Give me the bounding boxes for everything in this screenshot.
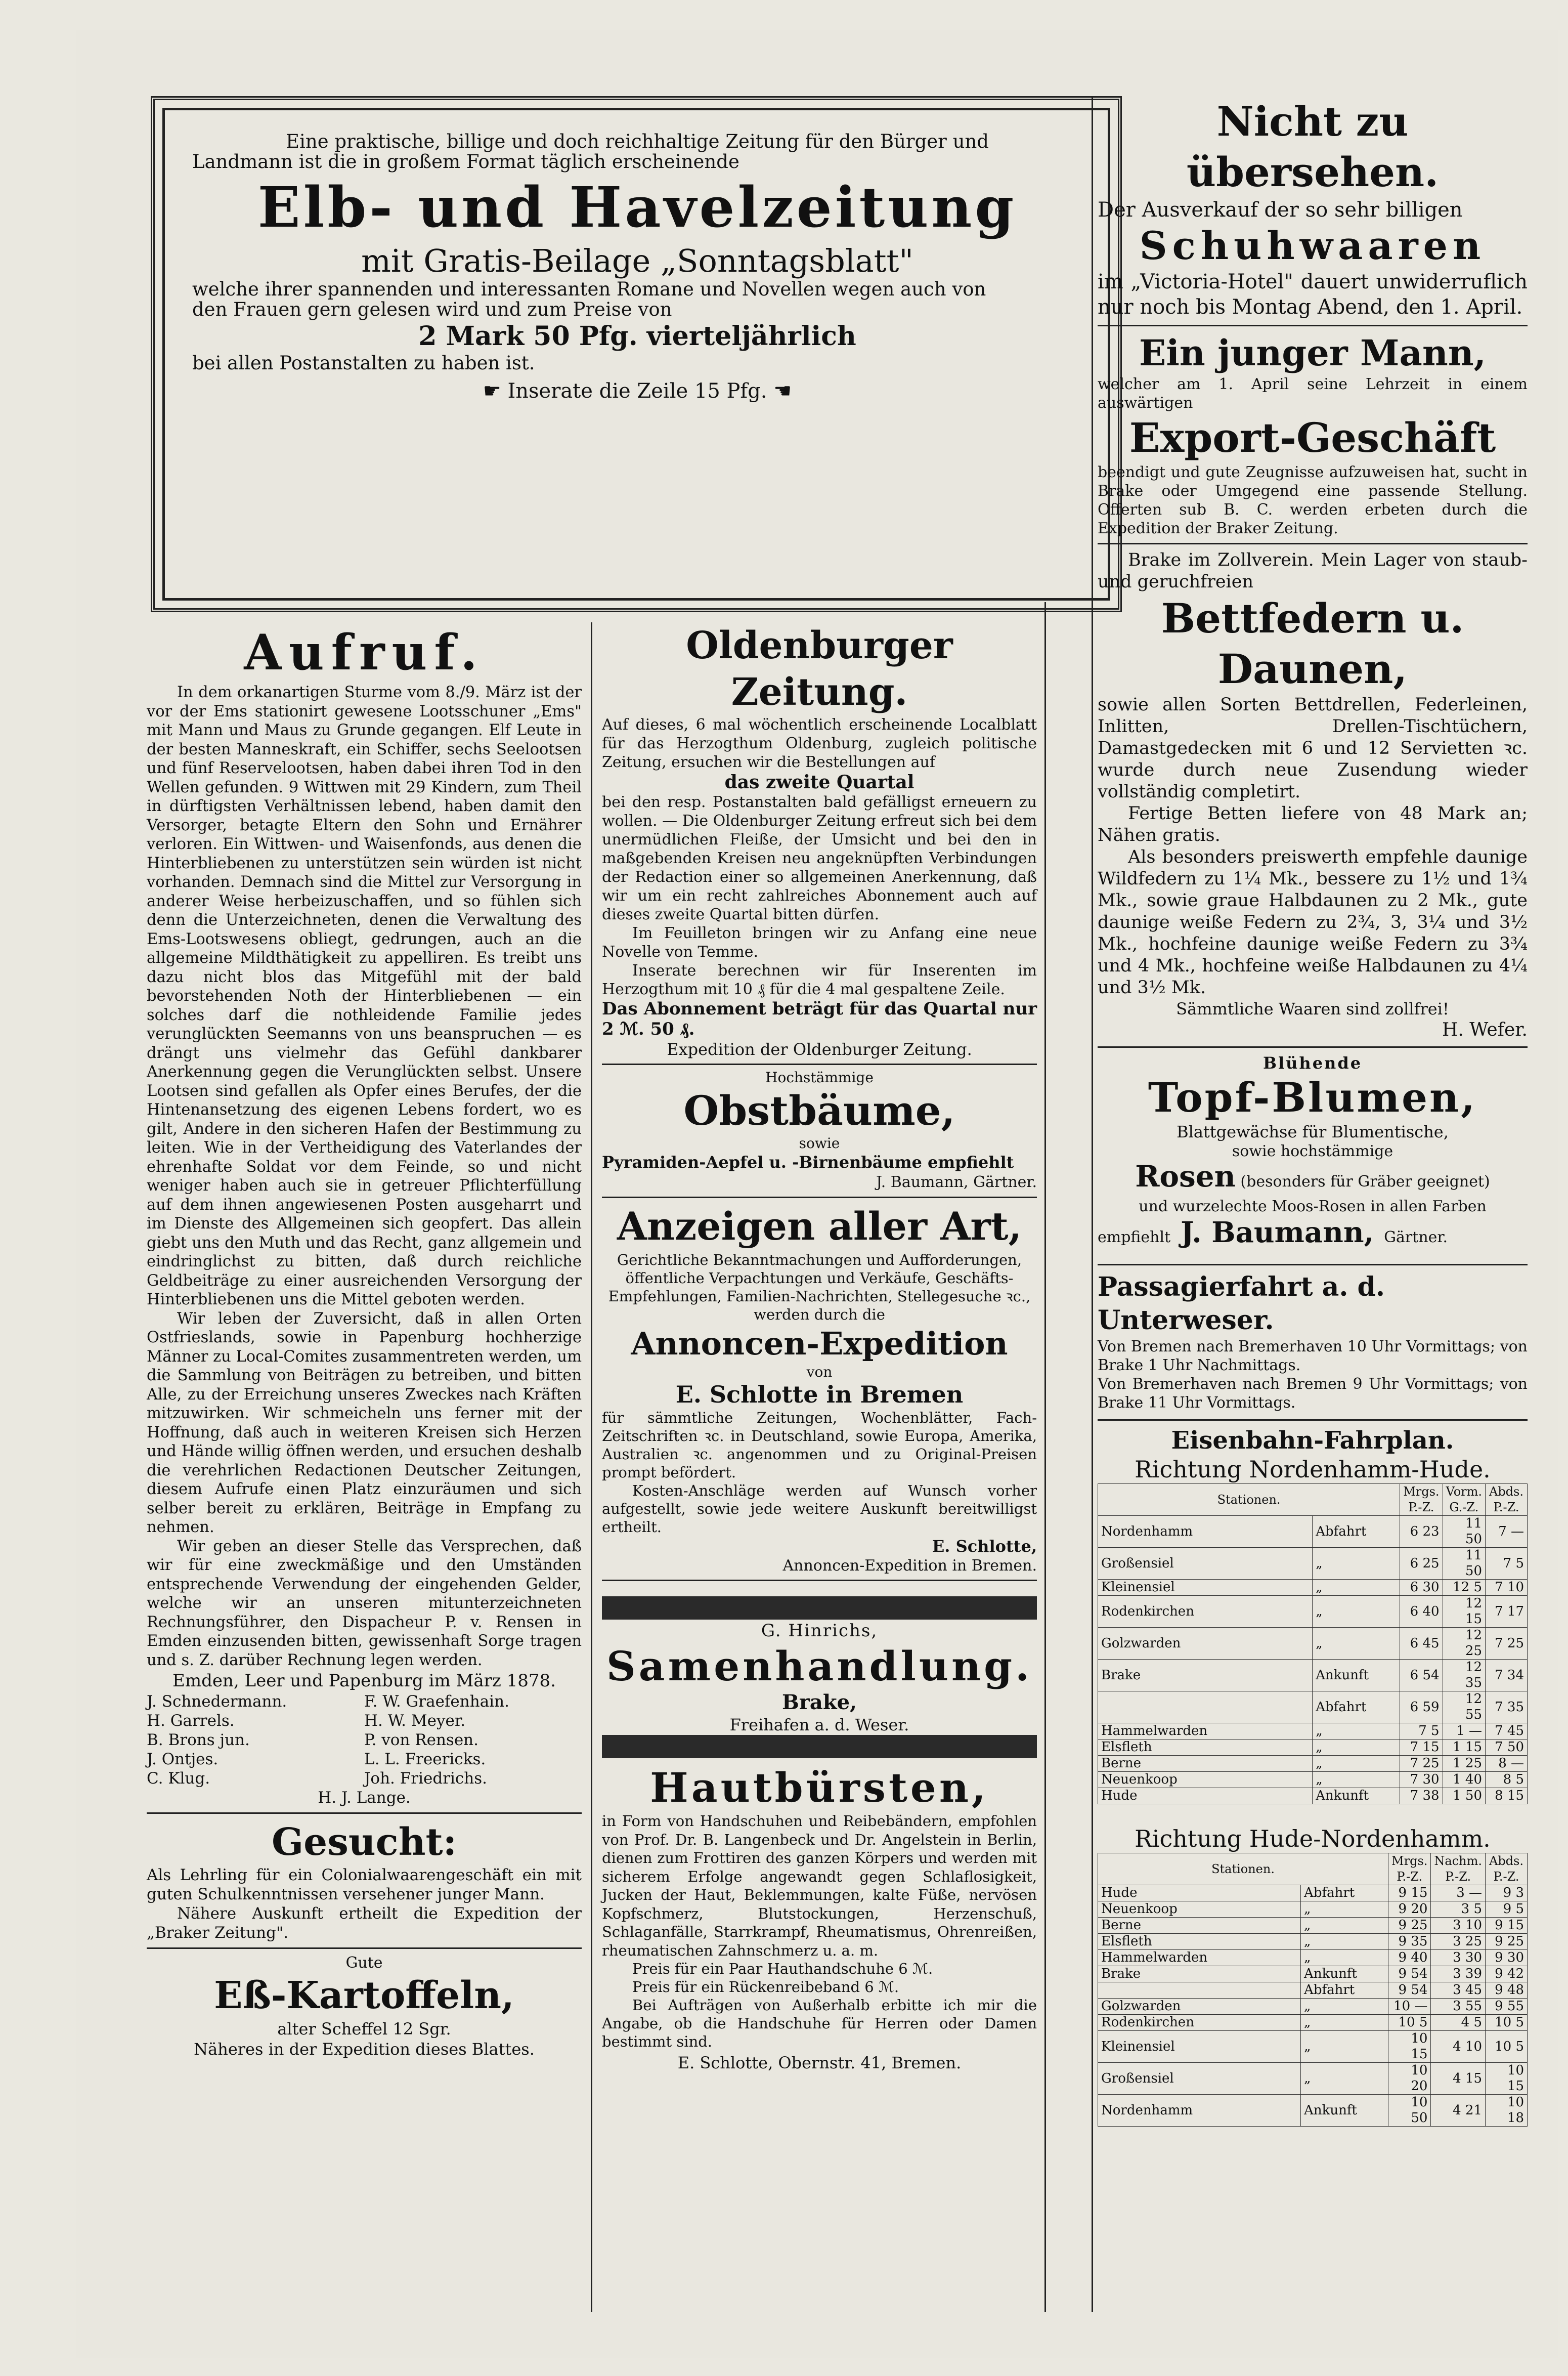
time-cell: 10 50	[1388, 2095, 1431, 2127]
column-header: Nachm. P.-Z.	[1431, 1853, 1486, 1885]
pointing-hand-left-icon: ☚	[773, 379, 792, 403]
aufruf-signers-left	[147, 1692, 364, 1788]
aufruf-body: In dem orkanartigen Sturme vom 8./9. März ist der vor der Ems stationirt gewesene Lootsschuner „Ems" mit Mann und Maus zu Grunde gegangen. Elf Leute in der besten Manneskraft, ein Schiffer, sechs Seelootsen und fünf Reservelootsen, haben dabei ihren Tod in den Wellen gefunden. 9 Wittwen mit 29 Kindern, zum Theil in dürftigsten Verhältnissen lebend, haben damit den Versorger, betagte Eltern den Sohn und Ernährer verloren. Ein Wittwen- und Waisenfonds, aus denen die Hinterbliebenen zu unterstützen sein würden ist nicht vorhanden. Demnach sind die Mittel zur Versorgung in anderer Weise herbeizuschaffen, und so fühlen sich denn die Unterzeichneten, denen die Verwaltung des Ems-Lootswesens obliegt, gedrungen, auch an die allgemeine Mildthätigkeit zu appelliren. Es treibt uns dazu nicht blos das Mitgefühl mit der bald bevorstehenden Noth der Hinterbliebenen — ein solches darf die nothleidende Familie jedes verunglückten Seemanns von uns beanspruchen — es drängt uns vielmehr das Gefühl dankbarer Anerkennung gegen die Verunglückten selbst. Unsere Lootsen sind gefallen als Opfer eines Berufes, der die Hintenansetzung des eigenen Lebens fordert, wo es gilt, Andere in den sicheren Hafen der Bestimmung zu leiten. Wie in der Vertheidigung des Vaterlandes der ehrenhafte Soldat vor dem Feinde, so und nicht weniger haben auch sie in getreuer Pflichterfüllung auf dem ihnen angewiesenen Posten ausgeharrt und im Dienste des Allgemeinen sich geopfert. Das allein giebt uns den Muth und das Recht, ganz allgemein und eindringlichst zu bitten, daß durch reichliche Geldbeiträge zu einer ausreichenden Versorgung der Hinterbliebenen uns die Mittel geboten werden.	[147, 684, 582, 1308]
blumen-rosen: Rosen	[1135, 1159, 1236, 1194]
table-row	[1098, 2015, 1528, 2031]
time-cell: 9 40	[1388, 1950, 1431, 1966]
time-cell: 7 25	[1486, 1628, 1528, 1660]
time-cell: 12 55	[1443, 1691, 1485, 1723]
time-cell: 10 5	[1388, 2015, 1431, 2031]
table-row	[1098, 1966, 1528, 1982]
blumen-line-2: sowie hochstämmige	[1232, 1142, 1393, 1160]
time-cell: 9 20	[1388, 1901, 1431, 1918]
time-cell: 1 40	[1443, 1772, 1485, 1788]
time-cell: 6 45	[1400, 1628, 1443, 1660]
fahrplan-table-1-body	[1098, 1516, 1528, 1804]
anzeigen-body-2: für sämmtliche Zeitungen, Wochenblätter, Fach-Zeitschriften ꝛc. in Deutschland, sowie Europa, Amerika, Australien ꝛc. angenommen und zu Original-Preisen prompt befördert.	[602, 1409, 1037, 1481]
haut-price-2: Preis für ein Rückenreibeband 6 ℳ.	[632, 1978, 899, 1996]
right-column	[1098, 96, 1528, 2127]
time-cell: 7 10	[1486, 1580, 1528, 1596]
ad-line-2: Landmann ist die in großem Format täglich erscheinende	[192, 151, 739, 173]
fahrplan-dir-1: Richtung Nordenhamm-Hude.	[1135, 1456, 1491, 1483]
passagier-title: Passagierfahrt a. d. Unterweser.	[1098, 1271, 1385, 1336]
blumen-line-1: Blattgewächse für Blumentische,	[1177, 1122, 1449, 1141]
time-cell: 9 48	[1486, 1982, 1528, 1999]
arrival-departure: Abfahrt	[1301, 1885, 1388, 1901]
column-header: Stationen.	[1098, 1484, 1400, 1516]
fahrplan-table-2	[1098, 1853, 1528, 2127]
column-header: Mrgs. P.-Z.	[1400, 1484, 1443, 1516]
time-cell: 3 39	[1431, 1966, 1486, 1982]
signer: F. W. Graefenhain.	[364, 1692, 509, 1711]
kartoffeln-line-1: alter Scheffel 12 Sgr.	[277, 2019, 451, 2039]
table-row	[1098, 1516, 1528, 1548]
anzeigen-title-2: Annoncen-Expedition	[631, 1325, 1008, 1362]
arrival-departure: Abfahrt	[1313, 1516, 1400, 1548]
column-header: Mrgs. P.-Z.	[1388, 1853, 1431, 1885]
samen-addr: Freihafen a. d. Weser.	[729, 1715, 909, 1734]
fahrplan-dir-2: Richtung Hude-Nordenhamm.	[1135, 1825, 1491, 1852]
table-row	[1098, 1580, 1528, 1596]
signer: H. W. Meyer.	[364, 1712, 466, 1730]
time-cell: 7 17	[1486, 1596, 1528, 1628]
oldenburger-sig: Expedition der Oldenburger Zeitung.	[667, 1040, 972, 1059]
betten-line-1: Brake im Zollverein. Mein Lager von staub- und geruchfreien	[1098, 550, 1528, 592]
nicht-title-2: Schuhwaaren	[1139, 223, 1486, 268]
passagier-line-1: Von Bremen nach Bremerhaven 10 Uhr Vormittags; von Brake 1 Uhr Nachmittags.	[1098, 1338, 1528, 1374]
mann-line-1: welcher am 1. April seine Lehrzeit in einem auswärtigen	[1098, 375, 1528, 412]
table-row	[1098, 1934, 1528, 1950]
column-header: Abds. P.-Z.	[1486, 1484, 1528, 1516]
time-cell: 7 35	[1486, 1691, 1528, 1723]
newspaper-page	[76, 30, 1558, 2358]
blumen-pre: Blühende	[1262, 1053, 1363, 1073]
arrival-departure: „	[1301, 2063, 1388, 2095]
time-cell: 7 38	[1400, 1788, 1443, 1804]
station-name: Großensiel	[1098, 2063, 1301, 2095]
aufruf-title: Aufruf.	[244, 624, 485, 681]
time-cell: 3 55	[1431, 1999, 1486, 2015]
time-cell: 7 5	[1486, 1548, 1528, 1580]
station-name: Kleinensiel	[1098, 1580, 1313, 1596]
arrival-departure: „	[1301, 2015, 1388, 2031]
ad-price: 2 Mark 50 Pfg. vierteljährlich	[418, 321, 856, 352]
time-cell: 1 25	[1443, 1756, 1485, 1772]
passagier-line-2: Von Bremerhaven nach Bremen 9 Uhr Vormittags; von Brake 11 Uhr Vormittags.	[1098, 1375, 1528, 1412]
time-cell: 4 5	[1431, 2015, 1486, 2031]
arrival-departure: Abfahrt	[1313, 1691, 1400, 1723]
arrival-departure: „	[1301, 2031, 1388, 2063]
anzeigen-firm: E. Schlotte in Bremen	[675, 1381, 964, 1408]
table-row	[1098, 1999, 1528, 2015]
time-cell: 8 5	[1486, 1772, 1528, 1788]
time-cell: 7 15	[1400, 1739, 1443, 1756]
station-name: Hude	[1098, 1885, 1301, 1901]
oldenburger-body-3: Im Feuilleton bringen wir zu Anfang eine neue Novelle von Temme.	[602, 924, 1037, 961]
mann-title-2: Export-Geschäft	[1129, 414, 1496, 461]
blumen-line-3: und wurzelechte Moos-Rosen in allen Farben	[1139, 1198, 1487, 1215]
divider	[1098, 1419, 1528, 1421]
time-cell: 7 —	[1486, 1516, 1528, 1548]
arrival-departure: „	[1301, 1950, 1388, 1966]
table-row	[1098, 1950, 1528, 1966]
time-cell: 7 34	[1486, 1660, 1528, 1691]
arrival-departure: Ankunft	[1313, 1788, 1400, 1804]
station-name: Rodenkirchen	[1098, 2015, 1301, 2031]
divider	[1098, 543, 1528, 544]
station-name	[1098, 1691, 1313, 1723]
time-cell: 7 50	[1486, 1739, 1528, 1756]
gesucht-body-2: Nähere Auskunft ertheilt die Expedition der „Braker Zeitung".	[147, 1904, 582, 1942]
left-column	[147, 622, 582, 2059]
aufruf-body-2: Wir leben der Zuversicht, daß in allen Orten Ostfrieslands, sowie in Papenburg hochherzige Männer zu Local-Comites zusammentreten werden, um die Sammlung von Beiträgen zu betreiben, und bitten Alle, zu der Erreichung unseres Zweckes nach Kräften mitzuwirken. Wir schmeicheln uns ferner mit der Hoffnung, daß auch in weiteren Kreisen sich Herzen und Hände willig öffnen werden, und ersuchen deshalb die verehrlichen Redactionen Deutscher Zeitungen, diesem Aufrufe einen Platz einzuräumen und sich selber bereit zu erklären, Beiträge in Empfang zu nehmen.	[147, 1309, 582, 1536]
haut-price-1: Preis für ein Paar Hauthandschuhe 6 ℳ.	[632, 1960, 933, 1977]
time-cell: 3 10	[1431, 1918, 1486, 1934]
time-cell: 6 30	[1400, 1580, 1443, 1596]
divider	[1098, 1046, 1528, 1048]
time-cell: 10 5	[1486, 2015, 1528, 2031]
haut-body: in Form von Handschuhen und Reibebändern, empfohlen von Prof. Dr. B. Langenbeck und Dr. Angelstein in Berlin, dienen zum Frottiren des ganzen Körpers und werden mit sicherem Erfolge angewandt gegen Schlaflosigkeit, Jucken der Haut, Beklemmungen, kalte Füße, nervösen Kopfschmerz, Blutstockungen, Herzenschuß, Schlaganfälle, Starrkrampf, Rheumatismus, Ohrenreißen, rheumatischen Zahnschmerz u. a. m.	[602, 1812, 1037, 1959]
arrival-departure: „	[1313, 1756, 1400, 1772]
fahrplan-title: Eisenbahn-Fahrplan.	[1171, 1426, 1454, 1455]
time-cell: 9 54	[1388, 1966, 1431, 1982]
table-row	[1098, 1772, 1528, 1788]
station-name: Golzwarden	[1098, 1628, 1313, 1660]
ad-line-5: den Frauen gern gelesen wird und zum Preise von	[192, 299, 672, 320]
arrival-departure: „	[1301, 1999, 1388, 2015]
betten-body-2: Fertige Betten liefere von 48 Mark an; Nähen gratis.	[1098, 803, 1528, 845]
time-cell: 10 15	[1486, 2063, 1528, 2095]
obst-title: Obstbäume,	[683, 1087, 955, 1134]
betten-sig: H. Wefer.	[1442, 1020, 1528, 1040]
samen-bar-top	[602, 1596, 1037, 1620]
station-name: Golzwarden	[1098, 1999, 1301, 2015]
table-header	[1098, 1853, 1528, 1885]
ad-inserate	[192, 373, 1082, 409]
time-cell: 9 15	[1388, 1885, 1431, 1901]
time-cell: 6 40	[1400, 1596, 1443, 1628]
divider	[147, 1812, 582, 1814]
ad-line-6: bei allen Postanstalten zu haben ist.	[192, 352, 535, 374]
arrival-departure: „	[1313, 1723, 1400, 1739]
betten-body: sowie allen Sorten Bettdrellen, Federleinen, Inlitten, Drellen-Tischtüchern, Damastgedecken mit 6 und 12 Servietten ꝛc. wurde durch neue Zusendung wieder vollständig completirt.	[1098, 695, 1528, 802]
obst-line: Pyramiden-Aepfel u. -Birnenbäume empfiehlt	[602, 1153, 1014, 1172]
middle-column	[602, 622, 1037, 2075]
anzeigen-title: Anzeigen aller Art,	[617, 1204, 1022, 1249]
time-cell: 9 54	[1388, 1982, 1431, 1999]
oldenburger-body: Auf dieses, 6 mal wöchentlich erscheinende Localblatt für das Herzogthum Oldenburg, zugleich politische Zeitung, ersuchen wir die Bestellungen auf	[602, 716, 1037, 771]
time-cell: 3 25	[1431, 1934, 1486, 1950]
obst-pre: Hochstämmige	[765, 1069, 874, 1086]
ad-inserate-text: Inserate die Zeile 15 Pfg.	[507, 379, 767, 403]
arrival-departure: „	[1301, 1934, 1388, 1950]
anzeigen-sig-1: E. Schlotte,	[932, 1537, 1037, 1556]
station-name: Kleinensiel	[1098, 2031, 1301, 2063]
kartoffeln-pre: Gute	[345, 1954, 383, 1972]
time-cell: 12 25	[1443, 1628, 1485, 1660]
aufruf-signers-right	[364, 1692, 582, 1788]
ad-line-4: welche ihrer spannenden und interessanten Romane und Novellen wegen auch von	[192, 278, 986, 300]
divider	[602, 1064, 1037, 1065]
samen-name: G. Hinrichs,	[761, 1621, 878, 1641]
aufruf-place: Emden, Leer und Papenburg im März 1878.	[172, 1671, 556, 1691]
station-name	[1098, 1982, 1301, 1999]
station-name: Brake	[1098, 1660, 1313, 1691]
column-header: Abds. P.-Z.	[1486, 1853, 1528, 1885]
time-cell: 1 50	[1443, 1788, 1485, 1804]
obst-sig: J. Baumann, Gärtner.	[876, 1173, 1037, 1191]
blumen-title: Topf-Blumen,	[1148, 1074, 1477, 1121]
gesucht-body: Als Lehrling für ein Colonialwaarengeschäft ein mit guten Schulkenntnissen versehener junger Mann.	[147, 1866, 582, 1903]
time-cell: 6 25	[1400, 1548, 1443, 1580]
table-row	[1098, 1901, 1528, 1918]
time-cell: 9 25	[1486, 1934, 1528, 1950]
table-row	[1098, 2063, 1528, 2095]
time-cell: 10 —	[1388, 1999, 1431, 2015]
divider	[1098, 1264, 1528, 1265]
divider	[602, 1197, 1037, 1198]
samen-city: Brake,	[782, 1690, 857, 1714]
aufruf-signers	[147, 1692, 582, 1788]
nicht-title: Nicht zu übersehen.	[1186, 98, 1439, 196]
ad-line-3: mit Gratis-Beilage „Sonntagsblatt"	[361, 242, 913, 279]
anzeigen-body: Gerichtliche Bekanntmachungen und Aufforderungen, öffentliche Verpachtungen und Verkäufe, Geschäfts-Empfehlungen, Familien-Nachrichten, Stellegesuche ꝛc., werden durch die	[608, 1251, 1031, 1323]
time-cell: 9 15	[1486, 1918, 1528, 1934]
station-name: Brake	[1098, 1966, 1301, 1982]
arrival-departure: „	[1313, 1739, 1400, 1756]
signer: Joh. Friedrichs.	[364, 1769, 488, 1788]
blumen-empf: empfiehlt	[1098, 1228, 1171, 1246]
betten-body-4: Sämmtliche Waaren sind zollfrei!	[1176, 999, 1449, 1019]
table-row	[1098, 1918, 1528, 1934]
time-cell: 6 54	[1400, 1660, 1443, 1691]
table-row	[1098, 1628, 1528, 1660]
station-name: Nordenhamm	[1098, 2095, 1301, 2127]
table-row	[1098, 2031, 1528, 2063]
time-cell: 3 45	[1431, 1982, 1486, 1999]
signer: L. L. Freericks.	[364, 1750, 486, 1768]
signer: C. Klug.	[147, 1769, 210, 1788]
station-name: Neuenkoop	[1098, 1901, 1301, 1918]
nicht-line-2: im „Victoria-Hotel" dauert unwiderruflich nur noch bis Montag Abend, den 1. April.	[1098, 270, 1528, 319]
time-cell: 10 18	[1486, 2095, 1528, 2127]
time-cell: 3 5	[1431, 1901, 1486, 1918]
arrival-departure: Ankunft	[1301, 1966, 1388, 1982]
arrival-departure: „	[1301, 1918, 1388, 1934]
table-row	[1098, 1660, 1528, 1691]
time-cell: 9 35	[1388, 1934, 1431, 1950]
arrival-departure: „	[1313, 1596, 1400, 1628]
column-rule-2	[1044, 602, 1046, 2312]
anzeigen-body-3: Kosten-Anschläge werden auf Wunsch vorher aufgestellt, sowie jede weitere Auskunft bereitwilligst ertheilt.	[602, 1482, 1037, 1536]
divider	[1098, 325, 1528, 326]
time-cell: 7 5	[1400, 1723, 1443, 1739]
time-cell: 8 —	[1486, 1756, 1528, 1772]
signer: H. Garrels.	[147, 1712, 235, 1730]
time-cell: 3 30	[1431, 1950, 1486, 1966]
time-cell: 7 45	[1486, 1723, 1528, 1739]
station-name: Hammelwarden	[1098, 1950, 1301, 1966]
arrival-departure: „	[1313, 1628, 1400, 1660]
time-cell: 12 35	[1443, 1660, 1485, 1691]
time-cell: 11 50	[1443, 1548, 1485, 1580]
station-name: Elsfleth	[1098, 1739, 1313, 1756]
table-row	[1098, 1723, 1528, 1739]
time-cell: 12 15	[1443, 1596, 1485, 1628]
arrival-departure: Ankunft	[1301, 2095, 1388, 2127]
time-cell: 3 —	[1431, 1885, 1486, 1901]
time-cell: 9 5	[1486, 1901, 1528, 1918]
oldenburger-body-4: Inserate berechnen wir für Inserenten im Herzogthum mit 10 ₰ für die 4 mal gespaltene Zeile.	[602, 962, 1037, 998]
ad-line-1: Eine praktische, billige und doch reichhaltige Zeitung für den Bürger und	[286, 131, 989, 152]
table-row	[1098, 1982, 1528, 1999]
signer: J. Schnedermann.	[147, 1692, 287, 1711]
signer: P. von Rensen.	[364, 1731, 479, 1749]
arrival-departure: „	[1313, 1548, 1400, 1580]
arrival-departure: „	[1313, 1580, 1400, 1596]
table-row	[1098, 2095, 1528, 2127]
signer: J. Ontjes.	[147, 1750, 219, 1768]
station-name: Berne	[1098, 1756, 1313, 1772]
station-name: Elsfleth	[1098, 1934, 1301, 1950]
anzeigen-sig-2: Annoncen-Expedition in Bremen.	[782, 1557, 1037, 1575]
time-cell: 4 21	[1431, 2095, 1486, 2127]
mann-line-2: beendigt und gute Zeugnisse aufzuweisen hat, sucht in Brake oder Umgegend eine passende Stellung. Offerten sub B. C. werden erbeten durch die Expedition der Braker Zeitung.	[1098, 463, 1528, 537]
samen-title: Samenhandlung.	[606, 1642, 1032, 1690]
blumen-job: Gärtner.	[1384, 1228, 1448, 1246]
time-cell: 9 3	[1486, 1885, 1528, 1901]
table-row	[1098, 1596, 1528, 1628]
time-cell: 8 15	[1486, 1788, 1528, 1804]
table-row	[1098, 1739, 1528, 1756]
haut-title: Hautbürsten,	[650, 1764, 989, 1811]
arrival-departure: „	[1313, 1772, 1400, 1788]
column-header: Vorm. G.-Z.	[1443, 1484, 1485, 1516]
station-name: Großensiel	[1098, 1548, 1313, 1580]
samen-bar-bottom	[602, 1735, 1037, 1758]
time-cell: 1 —	[1443, 1723, 1485, 1739]
station-name: Rodenkirchen	[1098, 1596, 1313, 1628]
time-cell: 4 10	[1431, 2031, 1486, 2063]
station-name: Hude	[1098, 1788, 1313, 1804]
time-cell: 4 15	[1431, 2063, 1486, 2095]
blumen-sig	[1098, 1216, 1528, 1254]
oldenburger-body-2: bei den resp. Postanstalten bald gefälligst erneuern zu wollen. — Die Oldenburger Zeitung erfreut sich bei dem unermüdlichen Fleiße, der Umsicht und bei den in maßgebenden Kreisen neu angeknüpften Verbindungen der Redaction einer so allgemeinen Anerkennung, daß wir um ein recht zahlreiches Abonnement auch auf dieses zweite Quartal bitten dürfen.	[602, 793, 1037, 923]
table-row	[1098, 1885, 1528, 1901]
column-rule-1	[591, 622, 592, 2312]
table-row	[1098, 1788, 1528, 1804]
time-cell: 12 5	[1443, 1580, 1485, 1596]
time-cell: 6 23	[1400, 1516, 1443, 1548]
time-cell: 6 59	[1400, 1691, 1443, 1723]
station-name: Nordenhamm	[1098, 1516, 1313, 1548]
arrival-departure: Ankunft	[1313, 1660, 1400, 1691]
blumen-name: J. Baumann,	[1181, 1216, 1374, 1249]
elb-havel-ad	[192, 132, 1082, 409]
blumen-rosen-note: (besonders für Gräber geeignet)	[1240, 1173, 1490, 1191]
mann-title: Ein junger Mann,	[1139, 332, 1487, 374]
kartoffeln-line-2: Näheres in der Expedition dieses Blattes.	[194, 2040, 535, 2059]
betten-body-3: Als besonders preiswerth empfehle daunige Wildfedern zu 1¼ Mk., bessere zu 1½ und 1¾ Mk., sowie graue Halbdaunen zu 2 Mk., gute daunige weiße Federn zu 2¾, 3, 3¼ und 3½ Mk., hochfeine daunige weiße Federn zu 3¾ und 4 Mk., hochfeine weiße Halbdaunen zu 4¼ und 3½ Mk.	[1098, 847, 1528, 998]
pointing-hand-right-icon: ☛	[483, 379, 501, 403]
oldenburger-quartal: das zweite Quartal	[724, 772, 914, 793]
aufruf-body-3: Wir geben an dieser Stelle das Versprechen, daß wir für eine zweckmäßige und den Umständen entsprechende Verwendung der eingehenden Gelder, welche wir an unseren mitunterzeichneten Rechnungsführer, den Dispacheur P. v. Rensen in Emden einzusenden bitten, gewissenhaft Sorge tragen und s. Z. darüber Rechnung legen werden.	[147, 1537, 582, 1669]
time-cell: 9 30	[1486, 1950, 1528, 1966]
time-cell: 1 15	[1443, 1739, 1485, 1756]
table-row	[1098, 1548, 1528, 1580]
table-row	[1098, 1691, 1528, 1723]
time-cell: 9 55	[1486, 1999, 1528, 2015]
blumen-rosen-line	[1098, 1161, 1528, 1197]
arrival-departure: „	[1301, 1901, 1388, 1918]
betten-title: Bettfedern u. Daunen,	[1161, 595, 1464, 693]
time-cell: 7 30	[1400, 1772, 1443, 1788]
arrival-departure: Abfahrt	[1301, 1982, 1388, 1999]
time-cell: 9 25	[1388, 1918, 1431, 1934]
fahrplan-table-2-body	[1098, 1885, 1528, 2127]
ad-title: Elb- und Havelzeitung	[257, 175, 1017, 240]
kartoffeln-title: Eß-Kartoffeln,	[214, 1974, 514, 2017]
haut-sig: E. Schlotte, Obernstr. 41, Bremen.	[677, 2053, 962, 2072]
table-row	[1098, 1756, 1528, 1772]
obst-sowie: sowie	[799, 1135, 840, 1152]
table-header	[1098, 1484, 1528, 1516]
column-rule-3	[1092, 96, 1093, 2312]
station-name: Hammelwarden	[1098, 1723, 1313, 1739]
divider	[602, 1580, 1037, 1581]
station-name: Berne	[1098, 1918, 1301, 1934]
signer: B. Brons jun.	[147, 1731, 250, 1749]
station-name: Neuenkoop	[1098, 1772, 1313, 1788]
fahrplan-table-1	[1098, 1483, 1528, 1804]
nicht-line-1: Der Ausverkauf der so sehr billigen	[1098, 198, 1463, 222]
haut-body-2: Bei Aufträgen von Außerhalb erbitte ich mir die Angabe, ob die Handschuhe für Herren oder Damen bestimmt sind.	[602, 1997, 1037, 2050]
gesucht-title: Gesucht:	[271, 1820, 457, 1864]
time-cell: 10 15	[1388, 2031, 1431, 2063]
time-cell: 9 42	[1486, 1966, 1528, 1982]
oldenburger-title: Oldenburger Zeitung.	[686, 624, 953, 714]
oldenburger-abo: Das Abonnement beträgt für das Quartal nur 2 ℳ. 50 ₰.	[602, 999, 1037, 1039]
time-cell: 10 20	[1388, 2063, 1431, 2095]
time-cell: 11 50	[1443, 1516, 1485, 1548]
time-cell: 10 5	[1486, 2031, 1528, 2063]
divider	[147, 1947, 582, 1949]
anzeigen-von: von	[806, 1364, 833, 1380]
column-header: Stationen.	[1098, 1853, 1388, 1885]
time-cell: 7 25	[1400, 1756, 1443, 1772]
signer-last: H. J. Lange.	[318, 1789, 411, 1807]
